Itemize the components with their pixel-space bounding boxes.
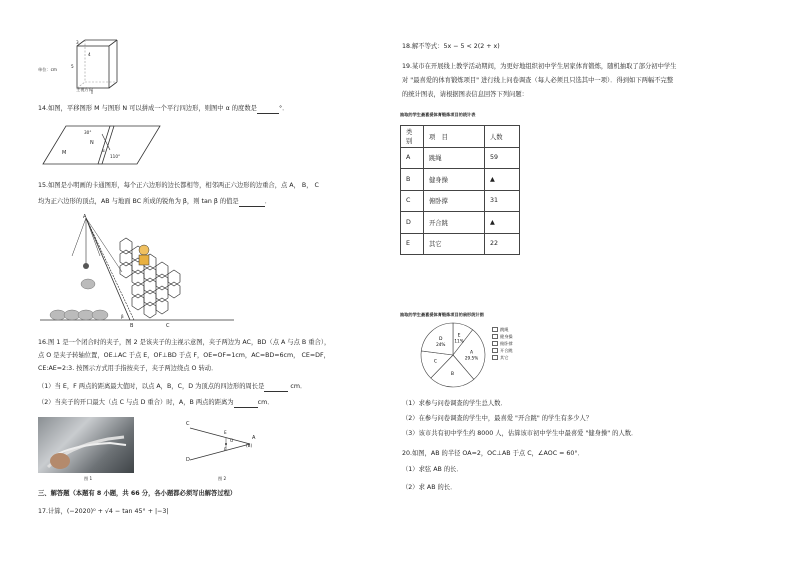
q14-figure: [40, 120, 165, 168]
q16-sub1-wrap: [38, 382, 306, 392]
q15-label-b: B: [130, 323, 134, 329]
table-row: [401, 233, 520, 255]
q14-stem: 14.如图，平移图形 M 与图形 N 可以拼成一个平行四边形，则图中 α 的度数是: [38, 105, 257, 112]
table-cell: B: [401, 169, 424, 191]
legend-swatch: [492, 348, 498, 353]
q16-sub2-blank: [234, 400, 258, 408]
legend-item: [492, 340, 513, 347]
fig1-caption: 图 1: [84, 476, 93, 481]
q14-angle-110: 110°: [110, 154, 121, 159]
table-cell: ▲: [485, 212, 520, 234]
q15-line2: 均为正六边形的顶点，AB 与地面 BC 所成的锐角为 β，则 tan β 的值是: [38, 198, 239, 205]
pie-slice-percent: 29.5%: [464, 355, 479, 361]
q15-label-beta: β: [121, 314, 124, 319]
q16-line3: CE:AE=2:3. 按图示方式用手指按夹子，夹子两边绕点 O 转动．: [38, 365, 218, 372]
fig2-label-e: E: [224, 430, 227, 435]
q19-sub1: （1）求参与问卷调查的学生总人数．: [402, 400, 507, 407]
cuboid-dim-front: 4: [88, 52, 91, 57]
fig2-label-c: C: [186, 421, 190, 427]
table-row: [401, 190, 520, 212]
legend-label: 健身操: [500, 333, 513, 339]
legend-swatch: [492, 327, 498, 332]
q18-text: 18.解不等式：5x − 5 < 2(2 + x): [402, 43, 500, 50]
pie-slice-label: B: [450, 372, 454, 378]
pie-legend: [492, 326, 513, 361]
q15-line2-wrap: [38, 197, 271, 207]
legend-item: [492, 347, 513, 354]
q15-label-a: A: [83, 214, 87, 220]
q16-sub1-blank: [264, 384, 288, 392]
pie-chart: [418, 320, 488, 390]
q19-sub3: （3）该市共有初中学生约 8000 人，估算该市初中学生中最喜爱 "健身操" 的人数．: [402, 430, 638, 437]
q14-label-n: N: [90, 140, 94, 146]
table-cell: A: [401, 147, 424, 169]
table-cell: ▲: [485, 169, 520, 191]
legend-item: [492, 333, 513, 340]
q15-line1: 15.如图是小明画的卡通图形，每个正六边形的边长都相等，相邻两正六边形的边重合，点 A， B， C: [38, 182, 319, 189]
q16-line2: 点 O 是夹子转轴位置，OE⊥AC 于点 E，OF⊥BD 于点 F，OE=OF=1cm，AC=BD=6cm， CE=DF，: [38, 352, 330, 359]
pie-slice-label: E: [457, 333, 461, 339]
fig2-label-d: D: [186, 457, 190, 463]
cuboid-caption: 主视方向: [76, 87, 93, 92]
q20-line1: 20.如图，AB 的半径 OA=2，OC⊥AB 于点 C，∠AOC = 60°．: [402, 450, 584, 457]
table-cell: 22: [485, 233, 520, 255]
q14-suffix: °．: [278, 105, 289, 112]
q14-angle-alpha: α: [102, 148, 105, 153]
q20-sub2: （2）求 AB 的长．: [402, 484, 457, 491]
table-cell: 跳绳: [424, 147, 485, 169]
table-header-row: [401, 126, 520, 148]
stats-table: [400, 125, 520, 255]
q17-wrap: [38, 507, 169, 517]
q19-sub2: （2）在参与问卷调查的学生中，最喜爱 "开合跳" 的学生有多少人？: [402, 415, 593, 422]
q20-sub1: （1）求弦 AB 的长．: [402, 466, 463, 473]
fig2-label-b: (B): [246, 443, 253, 448]
q14-label-m: M: [62, 150, 67, 156]
fig2-label-f: F: [224, 447, 227, 452]
table-header-cell: 类别: [401, 126, 424, 148]
legend-swatch: [492, 341, 498, 346]
fig2-caption: 图 2: [218, 476, 227, 481]
clip-photo-overlay: [38, 417, 134, 473]
table-cell: D: [401, 212, 424, 234]
q17-prefix: 17.计算，: [38, 508, 67, 515]
pie-slice-label: A: [470, 350, 474, 356]
table-row: [401, 169, 520, 191]
q16-sub1-unit: cm．: [290, 383, 307, 390]
section3-heading: 三、解答题（本题有 8 小题，共 66 分，各小题都必须写出解答过程）: [38, 490, 237, 497]
legend-label: 其它: [500, 354, 509, 360]
q19-line3: 的统计图表，请根据图表信息回答下列问题：: [402, 91, 528, 98]
q14-text: [38, 104, 288, 114]
pie-slice-percent: 24%: [436, 342, 446, 348]
table-row: [401, 212, 520, 234]
table-cell: 健身操: [424, 169, 485, 191]
q16-sub1: （1）当 E，F 两点的距离最大值时，以点 A，B，C，D 为顶点的四边形的周长是: [38, 383, 265, 390]
cuboid-dim-top: 3: [76, 40, 79, 45]
table-row: [401, 147, 520, 169]
table-cell: 开合跳: [424, 212, 485, 234]
q15-line2-suffix: ．: [264, 198, 272, 205]
pie-title: 抽取的学生最喜爱体育锻炼项目的扇形统计图: [400, 312, 484, 317]
fig2-label-a: A: [252, 435, 256, 441]
fig2-label-o: O: [230, 438, 234, 443]
q17-expression: (−2020)⁰ + √4 − tan 45° + |−3|: [66, 508, 169, 515]
table-cell: 其它: [424, 233, 485, 255]
table-header-cell: 人数: [485, 126, 520, 148]
q19-line2: 对 "最喜爱的体育锻炼项目" 进行线上问卷调查（每人必须且只选其中一项）．得到如下两幅不完整: [402, 77, 674, 84]
q15-label-c: C: [166, 323, 170, 329]
pie-slice-d: [421, 323, 453, 355]
legend-label: 跳绳: [500, 326, 509, 332]
legend-swatch: [492, 334, 498, 339]
pie-slice-percent: 11%: [454, 338, 464, 344]
table-cell: E: [401, 233, 424, 255]
pie-slice-label: C: [433, 359, 438, 365]
table-cell: 59: [485, 147, 520, 169]
q19-line1: 19.某市在开展线上教学活动期间，为更好地组织初中学生居家体育锻炼，随机抽取了部分初中学生: [402, 63, 677, 70]
legend-item: [492, 326, 513, 333]
table-cell: 31: [485, 190, 520, 212]
cuboid-unit-label: 单位：cm: [38, 67, 57, 72]
q16-sub2-unit: cm．: [257, 399, 274, 406]
table-title: 抽取的学生最喜爱体育锻炼项目的统计表: [400, 112, 476, 117]
table-header-cell: 项 目: [424, 126, 485, 148]
legend-item: [492, 354, 513, 361]
q15-figure: [38, 212, 238, 330]
legend-label: 俯卧撑: [500, 340, 513, 346]
pie-slice-label: D: [439, 337, 443, 343]
table-cell: 俯卧撑: [424, 190, 485, 212]
table-cell: C: [401, 190, 424, 212]
q16-sub2-wrap: [38, 398, 274, 408]
legend-swatch: [492, 355, 498, 360]
q15-answer-blank: [239, 199, 265, 207]
q14-angle-30: 30°: [84, 130, 92, 135]
cuboid-dim-side: 5: [71, 64, 74, 69]
legend-label: 开合跳: [500, 347, 513, 353]
q14-answer-blank: [257, 106, 279, 114]
q16-line1: 16.图 1 是一个闭合时的夹子，图 2 是该夹子的主视示意图，夹子两边为 AC，BD（点 A 与点 B 重合），: [38, 339, 331, 346]
q16-sub2: （2）当夹子的开口最大（点 C 与点 D 重合）时，A，B 两点的距离为: [38, 399, 234, 406]
